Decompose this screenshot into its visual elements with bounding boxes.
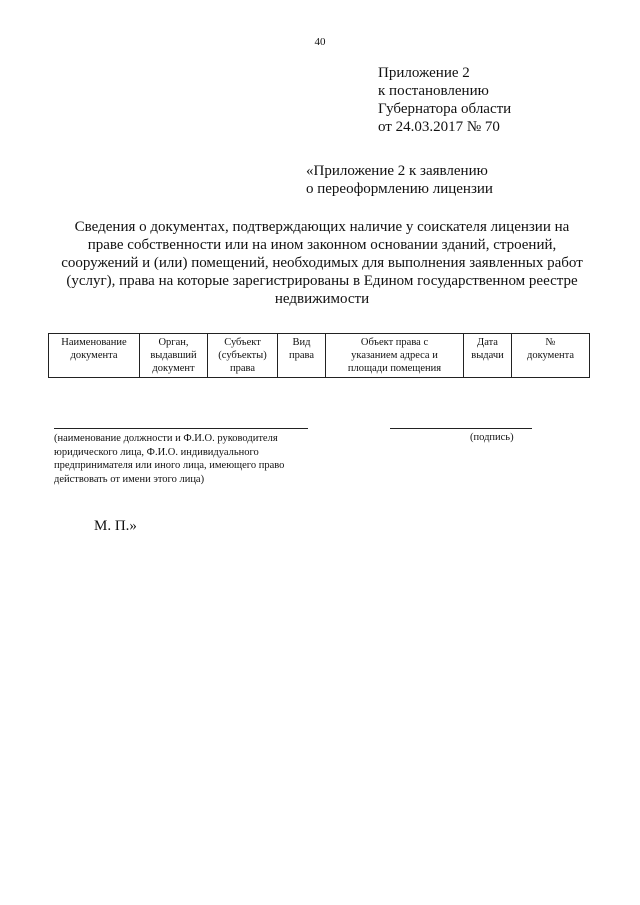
- header-line: (субъекты): [218, 350, 267, 361]
- header-line: Субъект: [224, 337, 261, 348]
- table-header-row: [49, 334, 590, 378]
- heading-line: недвижимости: [274, 291, 370, 307]
- header-line: Орган,: [158, 337, 189, 348]
- annex-reference: [306, 162, 493, 198]
- column-header-document-name: [49, 334, 140, 378]
- header-line: выдачи: [471, 350, 504, 361]
- caption-line: предпринимателя или иного лица, имеющего право: [54, 460, 285, 471]
- stamp-place: М. П.»: [94, 518, 137, 534]
- page-number: 40: [314, 36, 326, 48]
- caption-line: юридического лица, Ф.И.О. индивидуального: [54, 446, 259, 458]
- appendix-line: к постановлению: [378, 83, 489, 99]
- header-line: права: [288, 350, 314, 361]
- header-line: Дата: [477, 337, 498, 348]
- heading-line: (услуг), права на которые зарегистрированы в Едином государственном реестре: [66, 273, 578, 289]
- appendix-line: Губернатора области: [378, 101, 512, 117]
- header-line: Объект права с: [360, 337, 429, 348]
- caption-line: (наименование должности и Ф.И.О. руководителя: [54, 433, 278, 444]
- column-header-issuing-authority: [140, 334, 208, 378]
- header-line: №: [545, 337, 556, 348]
- annex-line: «Приложение 2 к заявлению: [306, 163, 488, 179]
- column-header-document-number: [512, 334, 590, 378]
- column-header-right-holders: [208, 334, 278, 378]
- heading-line: Сведения о документах, подтверждающих наличие у соискателя лицензии на: [74, 219, 570, 235]
- name-signature-line: [54, 428, 308, 429]
- header-line: выдавший: [150, 350, 197, 361]
- caption-line: действовать от имени этого лица): [54, 473, 205, 485]
- header-line: Вид: [292, 337, 311, 348]
- signature-caption: (подпись): [470, 432, 514, 443]
- heading-line: сооружений и (или) помещений, необходимых для выполнения заявленных работ: [61, 255, 583, 271]
- annex-line: о переоформлению лицензии: [306, 181, 493, 197]
- appendix-reference: [378, 64, 511, 136]
- header-line: права: [229, 363, 255, 374]
- header-line: указанием адреса и: [351, 350, 438, 361]
- name-caption: [54, 432, 354, 486]
- header-line: площади помещения: [347, 363, 442, 374]
- documents-table: [48, 333, 590, 378]
- heading-line: праве собственности или на ином законном основании зданий, строений,: [87, 237, 557, 253]
- header-line: документа: [70, 350, 118, 361]
- signature-line: [390, 428, 532, 429]
- appendix-line: Приложение 2: [378, 65, 470, 81]
- header-line: документ: [152, 363, 195, 374]
- document-heading: [58, 218, 586, 308]
- header-line: Наименование: [61, 337, 127, 348]
- column-header-right-type: [278, 334, 326, 378]
- column-header-issue-date: [464, 334, 512, 378]
- column-header-property-object: [326, 334, 464, 378]
- appendix-line: от 24.03.2017 № 70: [378, 119, 500, 135]
- header-line: документа: [527, 350, 574, 361]
